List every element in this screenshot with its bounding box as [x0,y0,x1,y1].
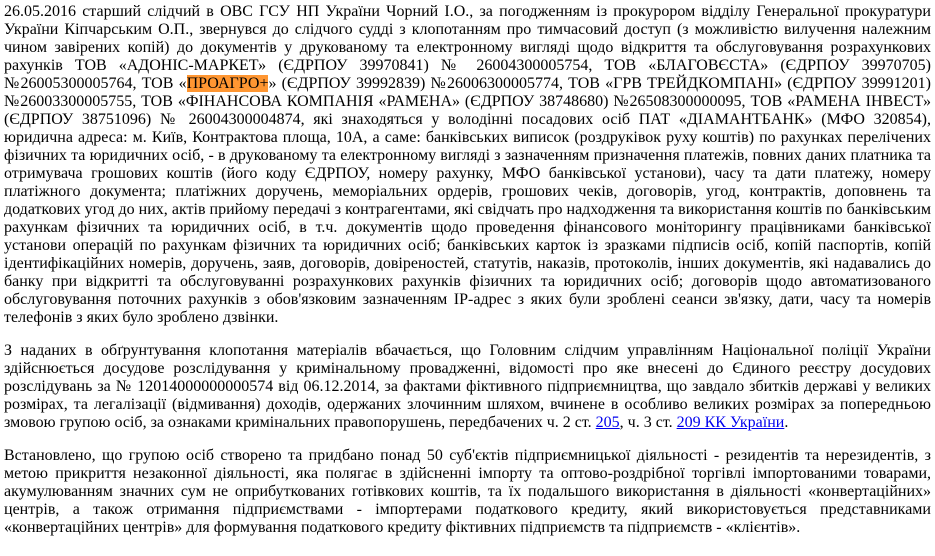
paragraph-text: , ч. 3 ст. [619,414,677,431]
findings-paragraph [4,447,931,537]
paragraph-text: 26.05.2016 старший слідчий в ОВС ГСУ НП України Чорний І.О., за погодженням із прокурором відділу Генеральної прокуратури України Кіпчарським О.П., звернувся до слідчого судді з клопотанням про тимчасовий доступ (з можливістю вилучення належним чином завірених копій) до документів у друкованому та електронному вигляді щодо відкриття та обслуговування розрахункових рахунків ТОВ «АДОНІС-МАРКЕТ» (ЄДРПОУ 39970841) № 26004300005754, ТОВ «БЛАГОВЄСТА» (ЄДРПОУ 39970705) №26005300005764, ТОВ « [4,3,931,92]
paragraph-text: З наданих в обґрунтування клопотання матеріалів вбачається, що Головним слідчим управлінням Національної поліції України здійснюється досудове розслідування у кримінальному провадженні, відомості про яке внесені до Єдиного реєстру досудових розслідувань за № 12014000000000574 від 06.12.2014, за фактами фіктивного підприємництва, що завдало збитків державі у великих розмірах, та легалізації (відмивання) доходів, одержаних злочинним шляхом, вчинене в особливо великих розмірах за попередньою змовою групою осіб, за ознаками кримінальних правопорушень, передбачених ч. 2 ст. [4,342,931,431]
paragraph-text: » (ЄДРПОУ 39992839) №26006300005774, ТОВ «ГРВ ТРЕЙДКОМПАНІ» (ЄДРПОУ 39991201) №26003300005755, ТОВ «ФІНАНСОВА КОМПАНІЯ «РАМЕНА» (ЄДРПОУ 38748680) №26508300000095, ТОВ «РАМЕНА ІНВЕСТ» (ЄДРПОУ 38751096) № 26004300004874, які знаходяться у володінні посадових осіб ПАТ «ДІАМАНТБАНК» (МФО 320854), юридична адреса: м. Київ, Контрактова площа, 10А, а саме: банківських виписок (роздруківок руху коштів) по рахунках перелічених фізичних та юридичних осіб, - в друкованому та електронному вигляді з зазначенням призначення платежів, повних даних платника та отримувача грошових коштів (його коду ЄДРПОУ, номеру рахунку, МФО банківської установи), часу та дати платежу, номеру платіжного документа; платіжних доручень, меморіальних ордерів, грошових чеків, договорів, угод, контрактів, доповнень та додаткових угод до них, актів прийому передачі з контрагентами, які свідчать про надходження та використання коштів по банківським рахункам фізичних та юридичних осіб, в т.ч. документів щодо проведення фінансового моніторингу працівниками банківської установи операцій по рахункам фізичних та юридичних осіб; банківських карток із зразками підписів осіб, копій паспортів, копій ідентифікаційних номерів, доручень, заяв, договорів, довіреностей, статутів, наказів, протоколів, інших документів, які надавались до банку при відкритті та обслуговуванні розрахункових рахунків фізичних та юридичних осіб; договорів щодо автоматизованого обслуговування поточних рахунків з обов'язковим зазначенням IP-адрес з яких були зроблені сеанси зв'язку, дати, часу та номерів телефонів з яких було зроблено дзвінки. [4,75,931,326]
document-body [4,3,931,537]
paragraph-text: . [784,414,789,431]
law-article-link-209[interactable]: 209 КК України [676,414,785,431]
investigation-paragraph [4,342,931,432]
law-article-link-205[interactable]: 205 [595,414,620,431]
petition-paragraph [4,3,931,327]
search-highlight-proagro: ПРОАГРО+ [186,75,269,92]
paragraph-text: Встановлено, що групою осіб створено та придбано понад 50 суб'єктів підприємницької діяльності - резидентів та нерезидентів, з метою прикриття незаконної діяльності, яка полягає в здійсненні імпорту та оптово-роздрібної торгівлі імпортованими товарами, акумулюванням значних сум не оприбуткованих готівкових коштів, та їх подальшого використання в діяльності «конвертаційних» центрів, а також отримання підприємствами - імпортерами податкового кредиту, який використовується представниками «конвертаційних центрів» для формування податкового кредиту фіктивних підприємств та підприємств - «клієнтів». [4,447,931,536]
court-document-page [4,3,931,537]
